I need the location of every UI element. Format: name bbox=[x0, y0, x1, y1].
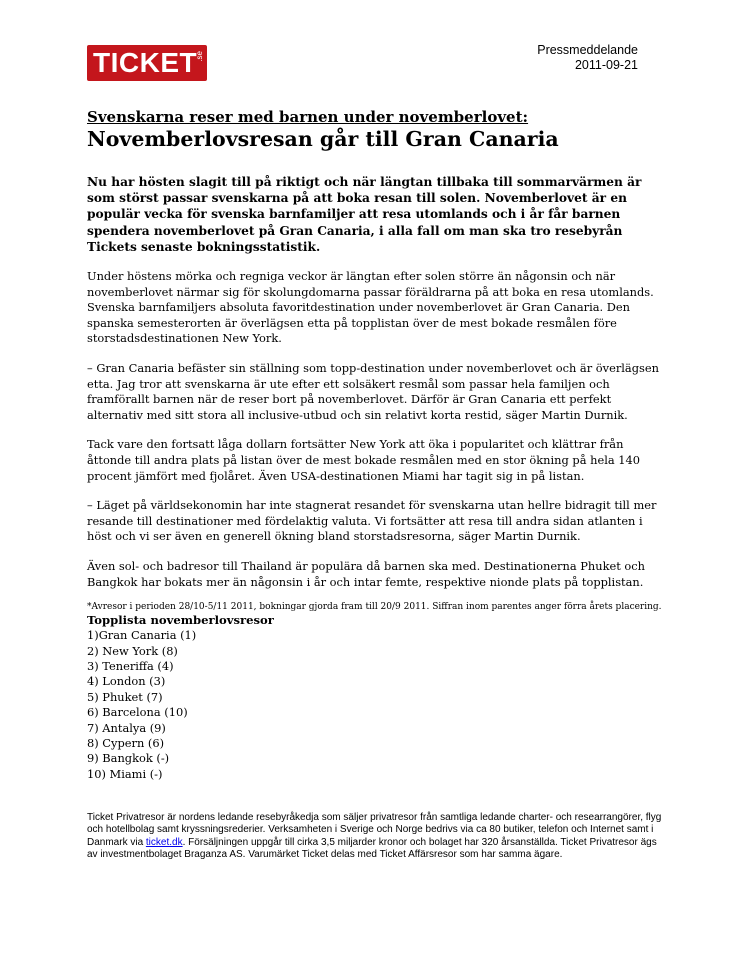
toplist-title: Topplista novemberlovsresor bbox=[87, 613, 274, 628]
article-lead: Nu har hösten slagit till på riktigt och när längtan tillbaka till sommarvärmen är som störst passar svenskarna på att boka resan till solen. Novemberlovet är en populär vecka för svenska barnfamiljer att resa utomlands och i år får barnen spendera novemberlovet på Gran Canaria, i alla fall om man ska tro resebyrån Tickets senaste bokningsstatistik. bbox=[87, 175, 642, 254]
list-item: 2) New York (8) bbox=[87, 643, 178, 658]
toplist bbox=[87, 628, 667, 782]
press-header bbox=[470, 43, 638, 73]
ticket-dk-link[interactable]: ticket.dk bbox=[145, 836, 183, 848]
about-text-2: . Försäljningen uppgår till cirka 3,5 miljarder kronor och bolaget har 320 årsanställda. Ticket Privatresor ägs av investmentbolaget Braganza AS. Varumärket Ticket delas med Ticket Affärsresor som har samma ägare. bbox=[87, 836, 657, 860]
article-subheading: Svenskarna reser med barnen under novemberlovet: bbox=[87, 108, 529, 126]
list-item: 9) Bangkok (-) bbox=[87, 751, 170, 766]
list-item: 1)Gran Canaria (1) bbox=[87, 628, 197, 643]
list-item: 3) Teneriffa (4) bbox=[87, 658, 174, 673]
company-about bbox=[87, 812, 667, 861]
about-text-1: Ticket Privatresor är nordens ledande resebyråkedja som säljer privatresor från samtliga ledande charter- och researrangörer, flyg och hotellbolag samt kryssningsrederier. Verksamheten i Sverige och Norge bedrivs via ca 80 butiker, telefon och Internet samt i Danmark via bbox=[87, 812, 662, 848]
article-heading: Novemberlovsresan går till Gran Canaria bbox=[87, 127, 559, 151]
footnote: *Avresor i perioden 28/10-5/11 2011, bokningar gjorda fram till 20/9 2011. Siffran inom parentes anger förra årets placering. bbox=[87, 602, 662, 613]
list-item: 6) Barcelona (10) bbox=[87, 705, 188, 720]
list-item: 7) Antalya (9) bbox=[87, 720, 166, 735]
paragraph-1: Under höstens mörka och regniga veckor är längtan efter solen större än någonsin och när novemberlovet närmar sig för skolungdomarna passar föräldrarna på att boka en resa utomlands. Svenska barnfamiljers absoluta favoritdestination under novemberlovet är Gran Canaria. Den spanska semesterorten är överlägsen etta på topplistan över de mest bokade resmålen före storstadsdestinationen New York. bbox=[87, 269, 654, 346]
article bbox=[87, 108, 667, 861]
list-item: 10) Miami (-) bbox=[87, 766, 163, 781]
paragraph-2: – Gran Canaria befäster sin ställning som topp-destination under novemberlovet och är överlägsen etta. Jag tror att svenskarna är ute efter ett solsäkert resmål som passar hela familjen och framförallt barnen när de reser bort på novemberlovet. Därför är Gran Canaria ett perfekt alternativ med sitt stora all inclusive-utbud och sin relativt korta restid, säger Martin Durnik. bbox=[87, 360, 659, 422]
list-item: 5) Phuket (7) bbox=[87, 689, 163, 704]
logo-text: TICKET bbox=[93, 47, 198, 78]
ticket-logo bbox=[87, 45, 207, 81]
list-item: 4) London (3) bbox=[87, 674, 166, 689]
release-date: 2011-09-21 bbox=[574, 58, 638, 72]
paragraph-4: – Läget på världsekonomin har inte stagnerat resandet för svenskarna utan hellre bidragit till mer resande till destinationer med fördelaktig valuta. Vi fortsätter att resa till andra sidan atlanten i höst och vi ser även en generell ökning bland storstadsresorna, säger Martin Durnik. bbox=[87, 498, 657, 544]
doc-type: Pressmeddelande bbox=[537, 43, 638, 57]
logo-suffix: .se bbox=[195, 51, 204, 62]
paragraph-5: Även sol- och badresor till Thailand är populära då barnen ska med. Destinationerna Phuket och Bangkok har bokats mer än någonsin i år och intar femte, respektive nionde plats på topplistan. bbox=[87, 558, 646, 589]
list-item: 8) Cypern (6) bbox=[87, 735, 165, 750]
paragraph-3: Tack vare den fortsatt låga dollarn fortsätter New York att öka i popularitet och klättrar från åttonde till andra plats på listan över de mest bokade resmålen med en stor ökning på hela 140 procent jämfört med fjolåret. Även USA-destinationen Miami har tagit sig in på listan. bbox=[87, 437, 640, 483]
